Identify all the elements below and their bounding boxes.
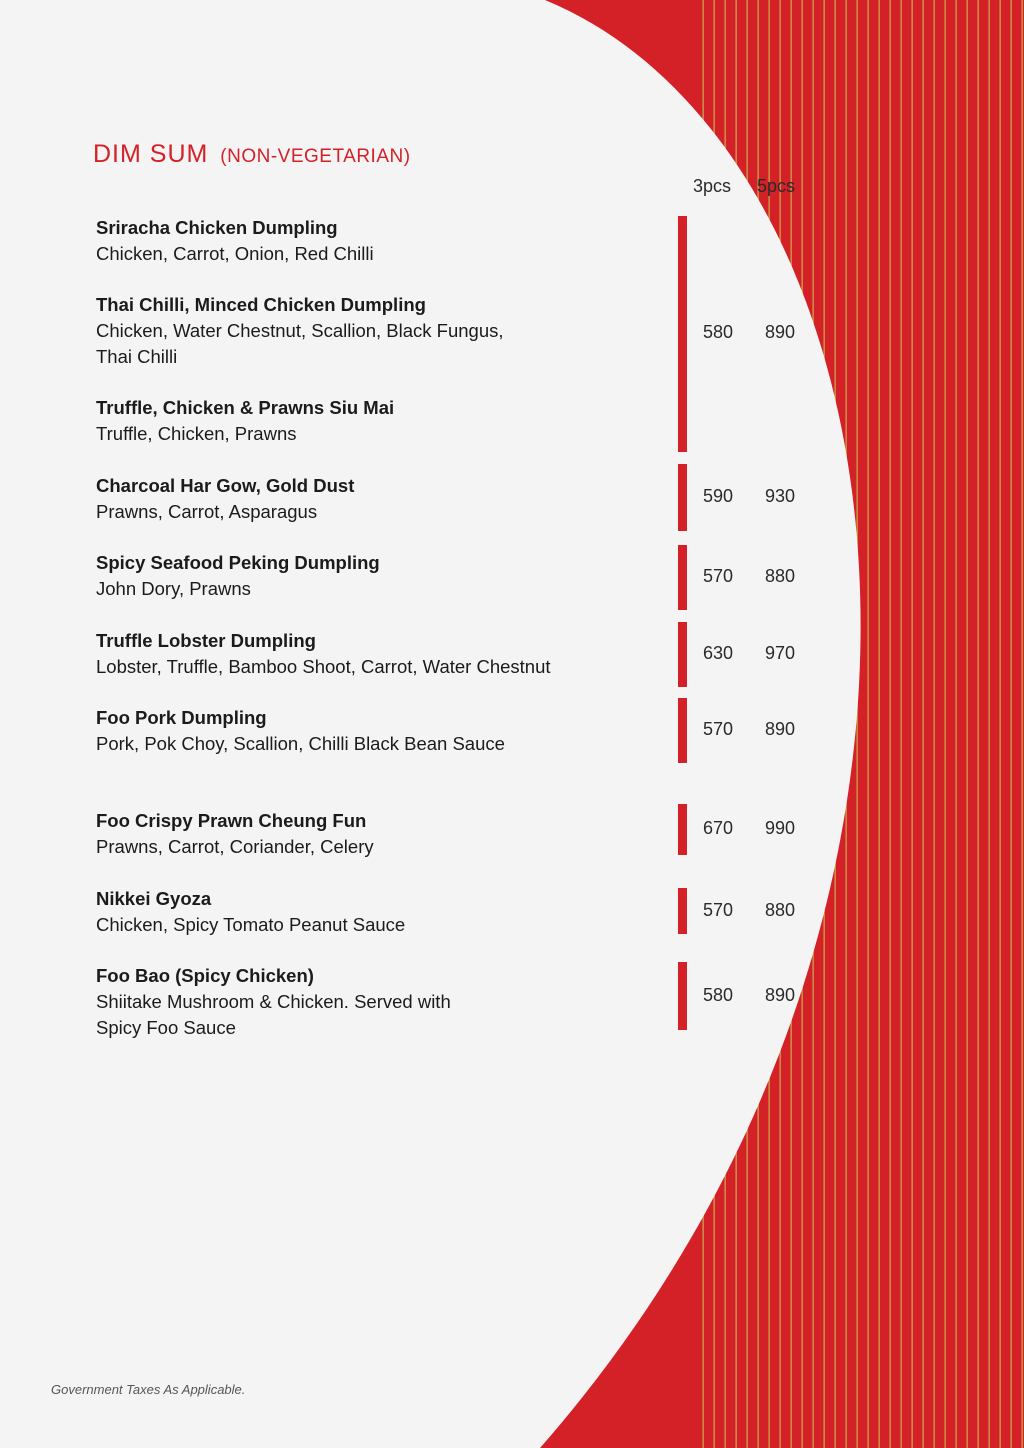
menu-item [96, 963, 656, 1041]
item-description: Pork, Pok Choy, Scallion, Chilli Black Bean Sauce [96, 733, 505, 754]
tax-footnote: Government Taxes As Applicable. [51, 1382, 246, 1397]
item-name: Foo Pork Dumpling [96, 707, 267, 728]
price-group-bar [678, 698, 687, 763]
item-name: Charcoal Har Gow, Gold Dust [96, 475, 355, 496]
price-3pcs: 570 [702, 900, 734, 920]
price-5pcs: 970 [764, 643, 796, 663]
item-name: Sriracha Chicken Dumpling [96, 217, 338, 238]
menu-item [96, 292, 656, 370]
item-name: Spicy Seafood Peking Dumpling [96, 552, 380, 573]
price-5pcs: 930 [764, 486, 796, 506]
price-3pcs: 580 [702, 322, 734, 342]
item-description: John Dory, Prawns [96, 578, 251, 599]
menu-item [96, 395, 656, 447]
price-group-bar [678, 888, 687, 934]
menu-item [96, 550, 656, 602]
item-description: Chicken, Carrot, Onion, Red Chilli [96, 243, 374, 264]
price-3pcs: 670 [702, 818, 734, 838]
item-name: Foo Bao (Spicy Chicken) [96, 965, 314, 986]
item-name: Thai Chilli, Minced Chicken Dumpling [96, 294, 426, 315]
price-3pcs: 590 [702, 486, 734, 506]
item-description-line2: Spicy Foo Sauce [96, 1017, 236, 1038]
column-header-3pcs: 3pcs [693, 176, 732, 196]
price-group-bar [678, 622, 687, 687]
menu-item [96, 808, 656, 860]
price-5pcs: 890 [764, 322, 796, 342]
price-5pcs: 890 [764, 985, 796, 1005]
price-group-bar [678, 464, 687, 531]
item-description: Chicken, Water Chestnut, Scallion, Black Fungus, [96, 320, 504, 341]
item-description-line2: Thai Chilli [96, 346, 178, 367]
price-group-bar [678, 216, 687, 452]
price-group-bar [678, 962, 687, 1030]
price-group-bar [678, 804, 687, 855]
menu-item [96, 628, 656, 680]
price-5pcs: 890 [764, 719, 796, 739]
item-description: Prawns, Carrot, Asparagus [96, 501, 318, 522]
item-name: Truffle, Chicken & Prawns Siu Mai [96, 397, 395, 418]
column-header-5pcs: 5pcs [757, 176, 796, 196]
page-title [93, 140, 411, 169]
price-3pcs: 580 [702, 985, 734, 1005]
price-5pcs: 990 [764, 818, 796, 838]
item-description: Lobster, Truffle, Bamboo Shoot, Carrot, Water Chestnut [96, 656, 551, 677]
item-name: Truffle Lobster Dumpling [96, 630, 316, 651]
item-description: Chicken, Spicy Tomato Peanut Sauce [96, 914, 406, 935]
item-name: Foo Crispy Prawn Cheung Fun [96, 810, 367, 831]
item-description: Prawns, Carrot, Coriander, Celery [96, 836, 374, 857]
menu-item [96, 886, 656, 938]
price-3pcs: 630 [702, 643, 734, 663]
item-name: Nikkei Gyoza [96, 888, 212, 909]
price-5pcs: 880 [764, 566, 796, 586]
menu-item [96, 705, 656, 757]
price-3pcs: 570 [702, 719, 734, 739]
title-sub: (NON-VEGETARIAN) [220, 146, 411, 167]
price-5pcs: 880 [764, 900, 796, 920]
title-main: DIM SUM [93, 140, 209, 168]
price-3pcs: 570 [702, 566, 734, 586]
menu-item [96, 215, 656, 267]
item-description: Truffle, Chicken, Prawns [96, 423, 297, 444]
price-group-bar [678, 545, 687, 610]
menu-item [96, 473, 656, 525]
item-description: Shiitake Mushroom & Chicken. Served with [96, 991, 451, 1012]
